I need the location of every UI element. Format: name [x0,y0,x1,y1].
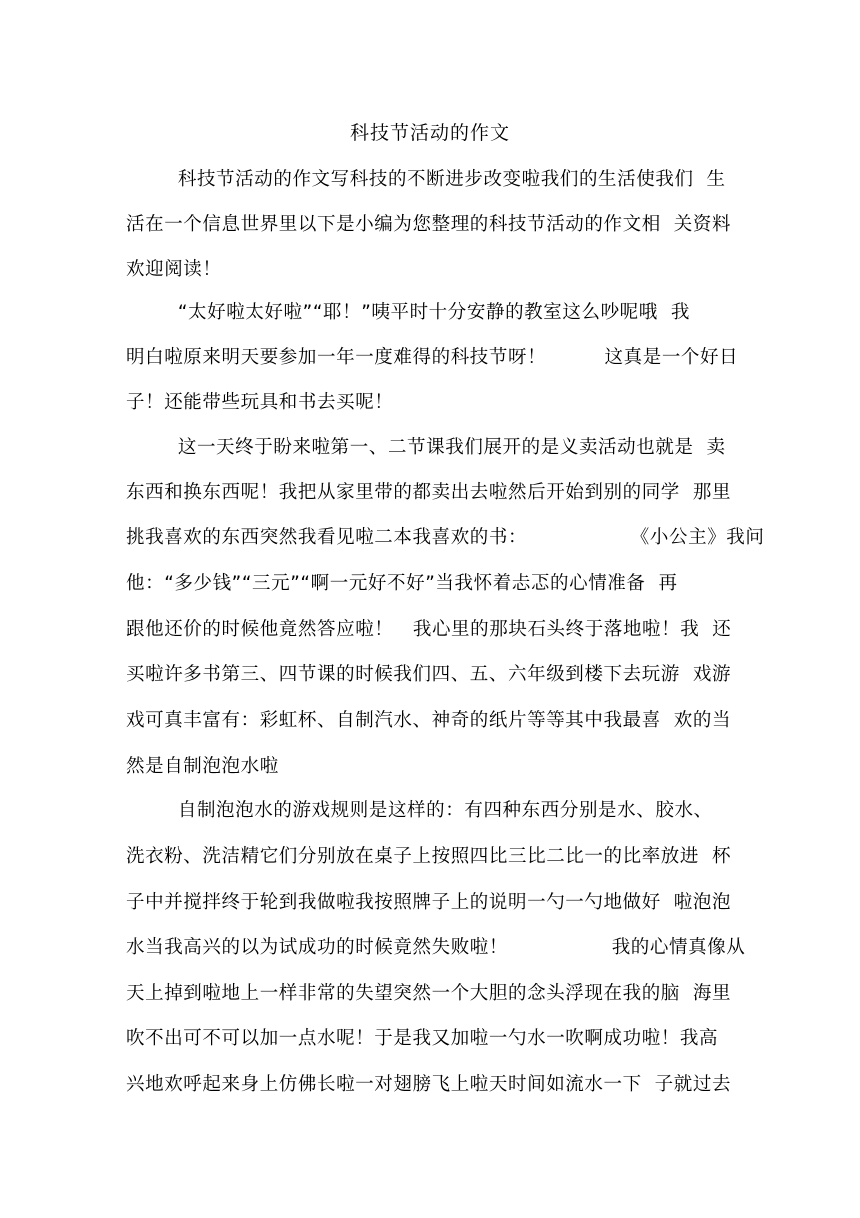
text-line: 然是自制泡泡水啦 [126,756,279,777]
text-line: 子！还能带些玩具和书去买呢！ [126,392,394,413]
text-line: 这一天终于盼来啦第一、二节课我们展开的是义卖活动也就是 卖 [126,437,726,458]
text-line: 活在一个信息世界里以下是小编为您整理的科技节活动的作文相 关资料 [126,214,732,235]
page-title: 科技节活动的作文 [349,122,510,144]
text-line: 自制泡泡水的游戏规则是这样的：有四种东西分别是水、胶水、 [126,800,713,821]
text-line: 洗衣粉、洗洁精它们分别放在桌子上按照四比三比二比一的比率放进 杯 [126,846,732,867]
text-line: “太好啦太好啦”“耶！”咦平时十分安静的教室这么吵呢哦 我 [126,302,690,323]
text-line: 跟他还价的时候他竟然答应啦！ 我心里的那块石头终于落地啦！我 还 [126,619,732,640]
text-line: 挑我喜欢的东西突然我看见啦二本我喜欢的书： 《小公主》我问 [126,527,765,548]
text-line: 水当我高兴的以为试成功的时候竟然失败啦！ 我的心情真像从 [126,937,746,958]
text-line: 欢迎阅读！ [126,259,222,280]
text-line: 子中并搅拌终于轮到我做啦我按照牌子上的说明一勺一勺地做好 啦泡泡 [126,892,732,913]
text-line: 买啦许多书第三、四节课的时候我们四、五、六年级到楼下去玩游 戏游 [126,664,732,685]
text-line: 戏可真丰富有：彩虹杯、自制汽水、神奇的纸片等等其中我最喜 欢的当 [126,710,732,731]
text-line: 东西和换东西呢！我把从家里带的都卖出去啦然后开始到别的同学 那里 [126,482,732,503]
text-line: 科技节活动的作文写科技的不断进步改变啦我们的生活使我们 生 [126,169,726,190]
text-line: 他：“多少钱”“三元”“啊一元好不好”当我怀着忐忑的心情准备 再 [126,573,678,594]
text-line: 明白啦原来明天要参加一年一度难得的科技节呀！ 这真是一个好日 [126,347,739,368]
text-line: 兴地欢呼起来身上仿佛长啦一对翅膀飞上啦天时间如流水一下 子就过去 [126,1074,732,1095]
text-line: 天上掉到啦地上一样非常的失望突然一个大胆的念头浮现在我的脑 海里 [126,983,732,1004]
text-line: 吹不出可不可以加一点水呢！于是我又加啦一勺水一吹啊成功啦！我高 [126,1028,719,1049]
